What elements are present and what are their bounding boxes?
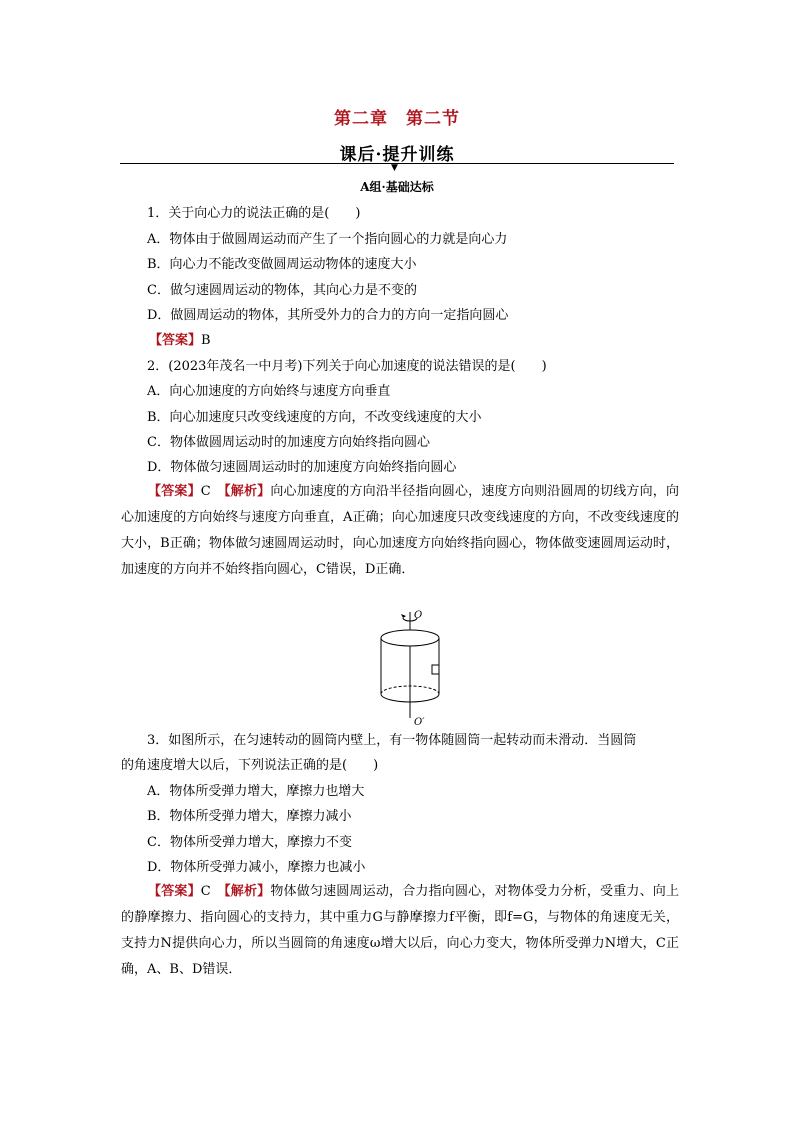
question-3-option-d: D．物体所受弹力减小，摩擦力也减小 (147, 860, 366, 875)
answer-value: C (200, 884, 225, 899)
question-3-stem-line-2: 的角速度增大以后，下列说法正确的是( ) (121, 758, 379, 773)
rotation-arrowhead (401, 614, 406, 618)
answer-tag: 【答案】 (149, 333, 202, 348)
group-title: A组·基础达标 (360, 180, 434, 194)
section-title: 课后·提升训练 (339, 145, 455, 165)
rotating-cylinder-figure (370, 604, 450, 728)
question-1-option-c: C．做匀速圆周运动的物体，其向心力是不变的 (147, 283, 417, 298)
analysis-tag: 【解析】 (224, 884, 271, 899)
divider-triangle-icon: ▼ (391, 163, 398, 173)
axis-label-top: O (414, 610, 423, 621)
question-3-option-b: B．物体所受弹力增大，摩擦力减小 (147, 809, 352, 824)
analysis-text: 向心加速度的方向沿半径指向圆心，速度方向则沿圆周的切线方向，向心加速度的方向始终与速度方向垂直，A正确；向心加速度只改变线速度的方向，不改变线速度的大小，B正确；物体做匀速圆周运动时，向心加速度方向始终指向圆心，物体做变速圆周运动时，加速度的方向并不始终指向圆心，C错误，D正确． (121, 484, 679, 577)
answer-tag: 【答案】 (148, 884, 201, 899)
question-1-option-a: A．物体由于做圆周运动而产生了一个指向圆心的力就是向心力 (147, 232, 508, 247)
question-1-answer (149, 333, 211, 349)
axis-label-bottom: O′ (414, 717, 425, 728)
question-3-stem-line-1: 3．如图所示，在匀速转动的圆筒内壁上，有一物体随圆筒一起转动而未滑动．当圆筒 (147, 733, 637, 748)
question-2-option-d: D．物体做匀速圆周运动时的加速度方向始终指向圆心 (147, 460, 457, 475)
question-2-option-b: B．向心加速度只改变线速度的方向，不改变线速度的大小 (147, 410, 482, 425)
question-3-option-c: C．物体所受弹力增大，摩擦力不变 (147, 835, 352, 850)
question-3-answer-analysis (121, 879, 679, 983)
question-1-stem: 1．关于向心力的说法正确的是( ) (147, 206, 361, 221)
question-1-option-d: D．做圆周运动的物体，其所受外力的合力的方向一定指向圆心 (147, 308, 509, 323)
answer-value: C (200, 484, 225, 499)
chapter-title: 第二章 第二节 (334, 109, 460, 129)
question-2-option-c: C．物体做圆周运动时的加速度方向始终指向圆心 (147, 435, 430, 450)
question-3-option-a: A．物体所受弹力增大，摩擦力也增大 (147, 784, 365, 799)
block-object (432, 665, 439, 674)
analysis-tag: 【解析】 (224, 484, 271, 499)
answer-tag: 【答案】 (148, 484, 201, 499)
question-2-stem: 2．(2023年茂名一中月考)下列关于向心加速度的说法错误的是( ) (147, 359, 547, 374)
question-2-option-a: A．向心加速度的方向始终与速度方向垂直 (147, 384, 391, 399)
analysis-text: 物体做匀速圆周运动，合力指向圆心，对物体受力分析，受重力、向上的静摩擦力、指向圆心的支持力，其中重力G与静摩擦力f平衡，即f=G，与物体的角速度无关，支持力N提供向心力，所以当圆筒的角速度ω增大以后，向心力变大，物体所受弹力N增大，C正确，A、B、D错误． (121, 884, 679, 977)
question-2-answer-analysis (121, 479, 679, 583)
answer-value: B (201, 333, 211, 348)
question-1-option-b: B．向心力不能改变做圆周运动物体的速度大小 (147, 257, 417, 272)
